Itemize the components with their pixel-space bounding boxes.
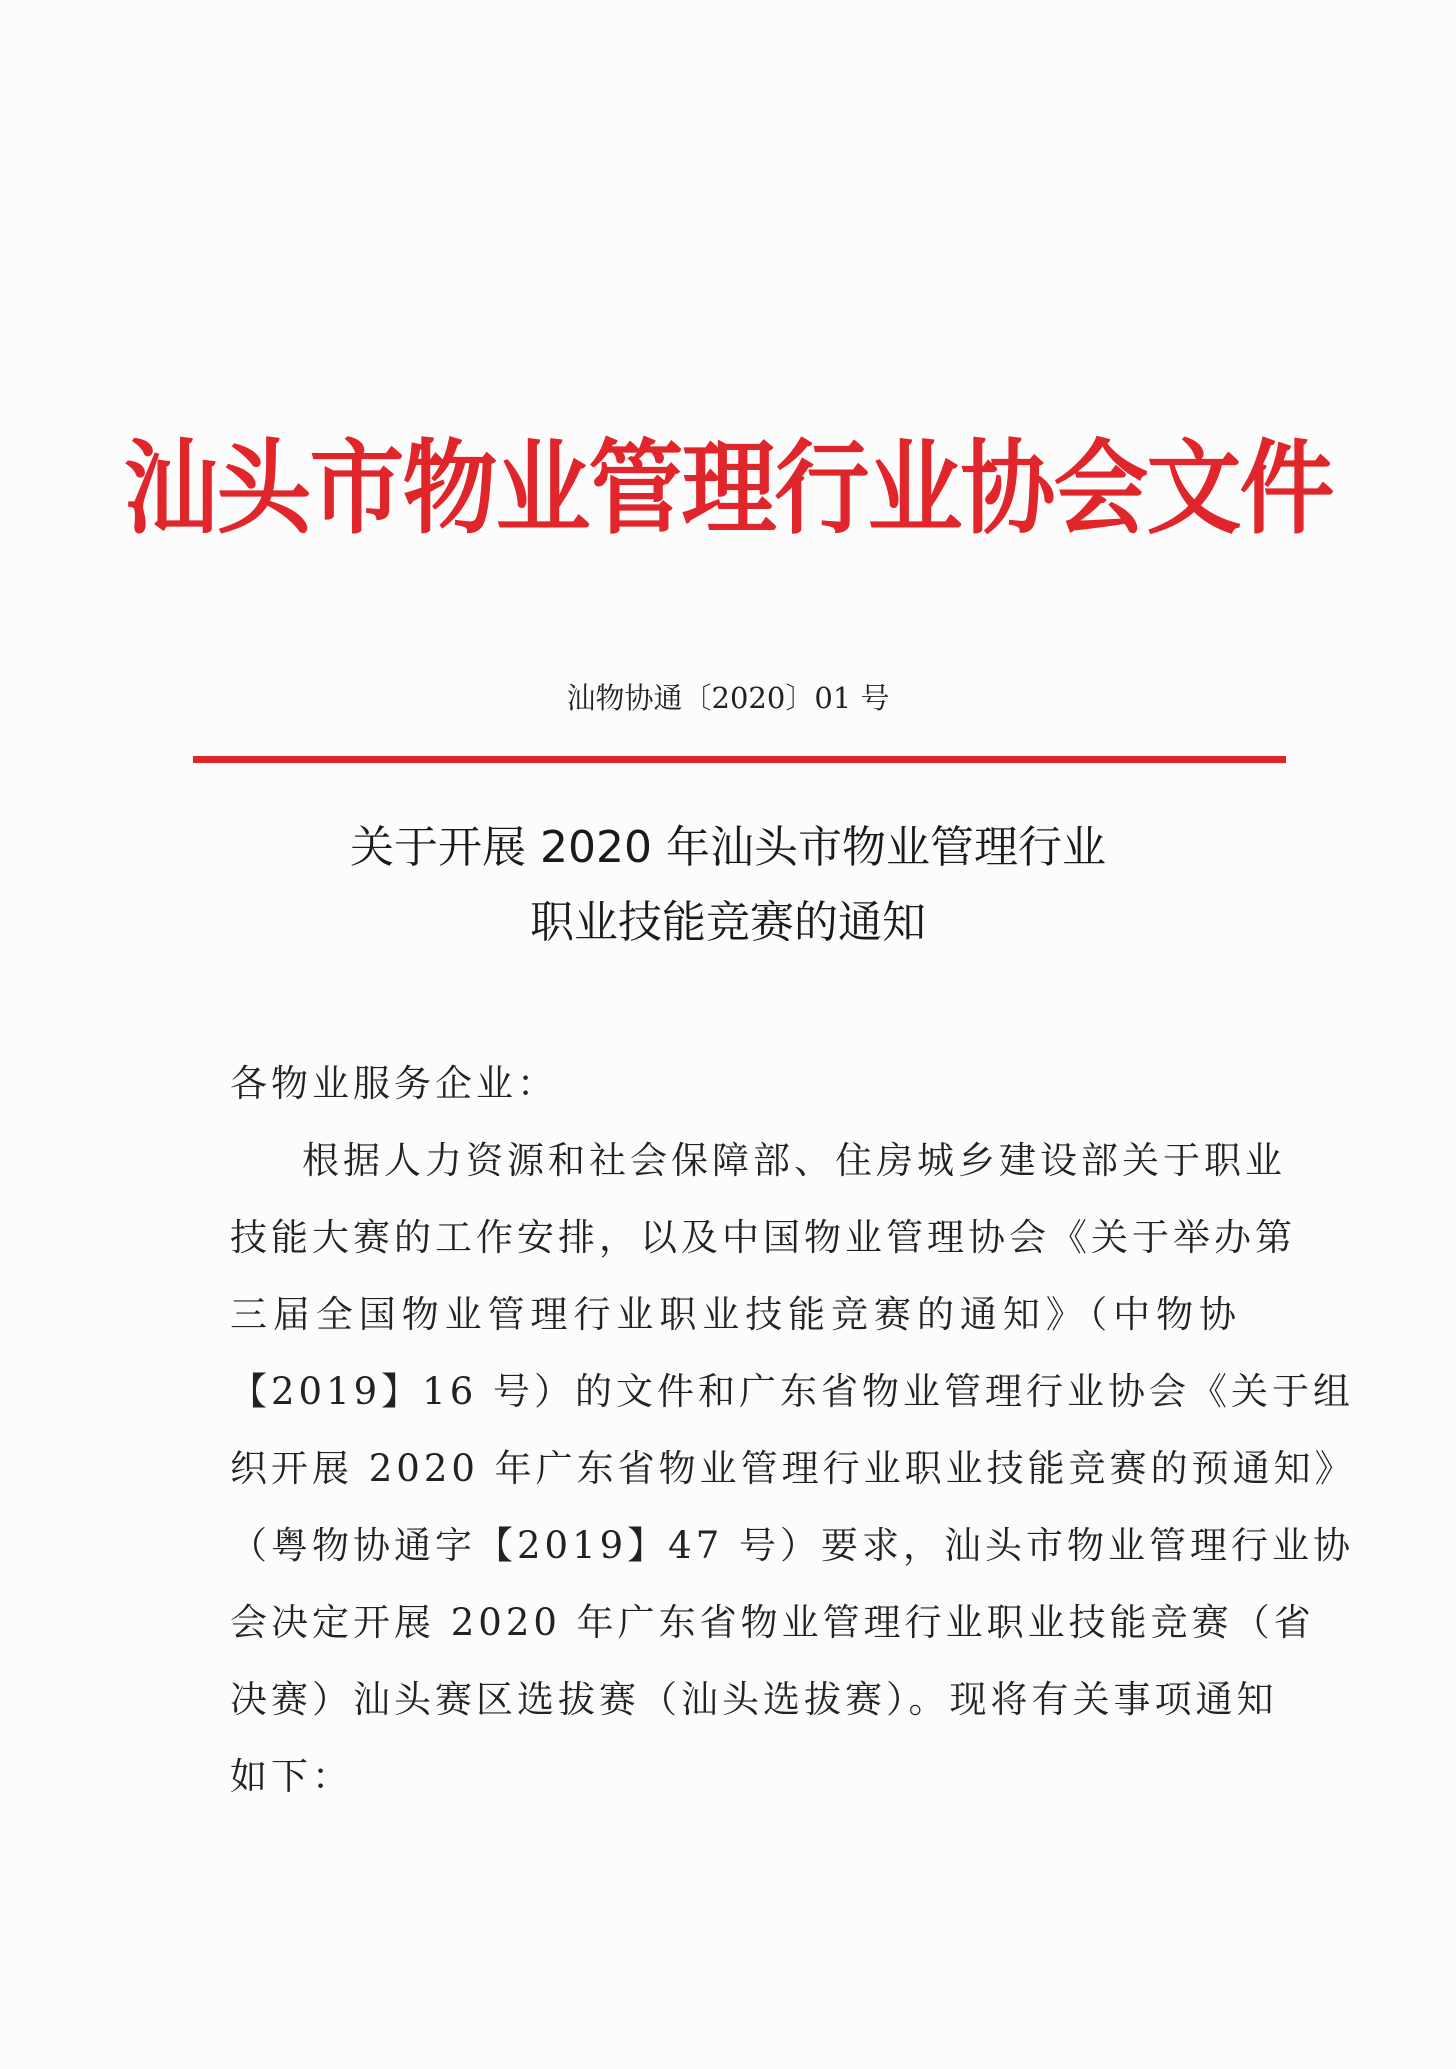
notice-title-line-1: 关于开展 2020 年汕头市物业管理行业 [350,822,1106,873]
red-divider-line [193,756,1286,763]
body-line: 根据人力资源和社会保障部、住房城乡建设部关于职业 [302,1139,1286,1182]
body-line: 【2019】16 号）的文件和广东省物业管理行业协会《关于组 [230,1370,1355,1413]
body-line: 会决定开展 2020 年广东省物业管理行业职业技能竞赛（省 [230,1601,1315,1644]
body-line: 技能大赛的工作安排，以及中国物业管理协会《关于举办第 [230,1216,1296,1259]
document-header-title: 汕头市物业管理行业协会文件 [123,430,1333,549]
body-line: 三届全国物业管理行业职业技能竞赛的通知》（中物协 [230,1293,1240,1336]
body-line: 决赛）汕头赛区选拔赛（汕头选拔赛）。现将有关事项通知 [230,1678,1278,1721]
salutation: 各物业服务企业： [230,1062,558,1105]
body-line: 如下： [230,1755,353,1798]
body-line: 织开展 2020 年广东省物业管理行业职业技能竞赛的预通知》 [230,1447,1356,1490]
notice-title-line-2: 职业技能竞赛的通知 [530,897,926,948]
body-line: （粤物协通字【2019】47 号）要求，汕头市物业管理行业协 [230,1524,1355,1567]
document-number: 汕物协通〔2020〕01 号 [566,681,890,715]
